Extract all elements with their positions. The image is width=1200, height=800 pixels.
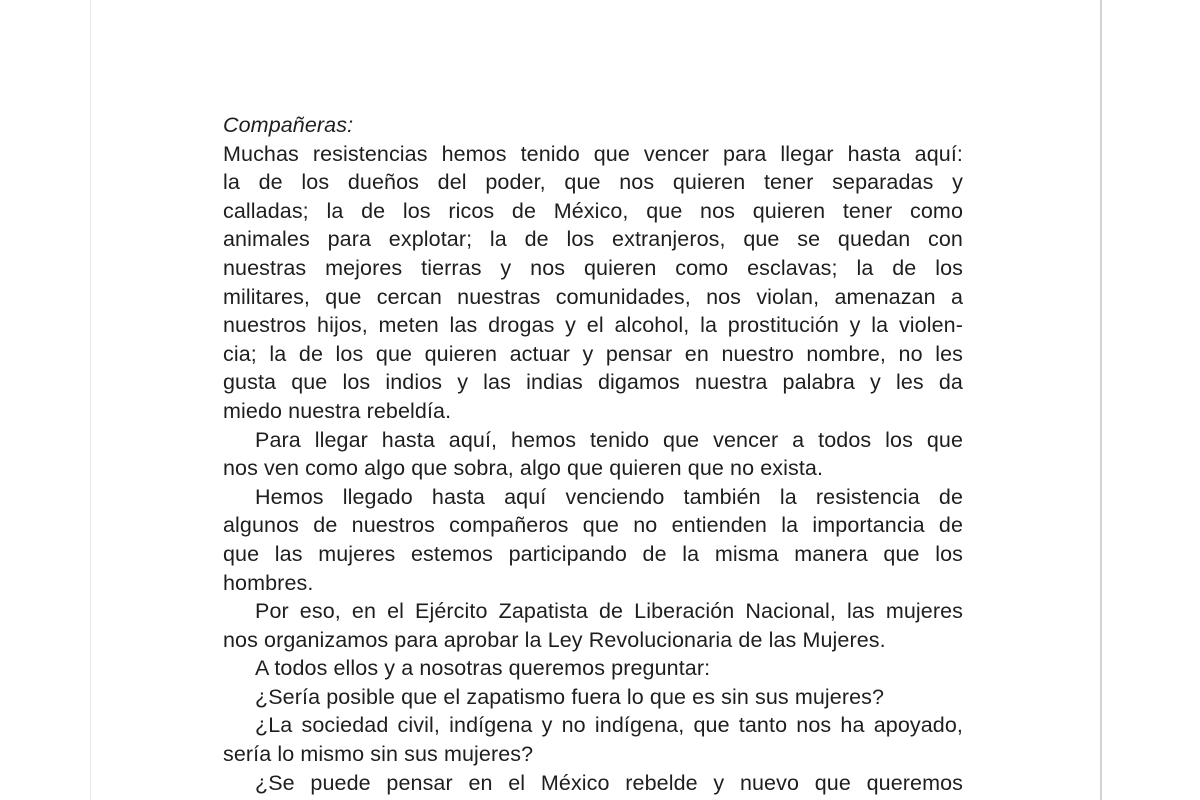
- text-line: nuestros hijos, meten las drogas y el alcohol, la prostitución y la violen-: [223, 313, 963, 338]
- text-line: Por eso, en el Ejército Zapatista de Liberación Nacional, las mujeres: [255, 599, 963, 624]
- text-line: sería lo mismo sin sus mujeres?: [223, 742, 534, 767]
- text-line: Para llegar hasta aquí, hemos tenido que vencer a todos los que: [255, 427, 963, 452]
- text-line: que las mujeres estemos participando de la misma manera que los: [223, 541, 963, 566]
- text-line: Hemos llegado hasta aquí venciendo también la resistencia de: [255, 484, 963, 509]
- text-line: animales para explotar; la de los extranjeros, que se quedan con: [223, 227, 963, 252]
- page-edge-right: [1100, 0, 1102, 800]
- text-line: miedo nuestra rebeldía.: [223, 398, 452, 423]
- salutation: Compañeras:: [223, 113, 354, 137]
- text-line: nos organizamos para aprobar la Ley Revolucionaria de las Mujeres.: [223, 627, 886, 652]
- page-edge-left: [90, 0, 91, 800]
- text-line: militares, que cercan nuestras comunidades, nos violan, amenazan a: [223, 284, 963, 309]
- text-line: la de los dueños del poder, que nos quieren tener separadas y: [223, 170, 963, 195]
- text-line: nuestras mejores tierras y nos quieren como esclavas; la de los: [223, 255, 963, 280]
- text-line: hombres.: [223, 570, 314, 595]
- text-line: ¿La sociedad civil, indígena y no indígena, que tanto nos ha apoyado,: [255, 713, 963, 738]
- text-line: cia; la de los que quieren actuar y pensar en nuestro nombre, no les: [223, 341, 963, 366]
- text-line: A todos ellos y a nosotras queremos preguntar:: [255, 656, 711, 681]
- text-line: algunos de nuestros compañeros que no entienden la importancia de: [223, 513, 963, 538]
- text-line: ¿Se puede pensar en el México rebelde y nuevo que queremos: [255, 770, 963, 795]
- text-line: gusta que los indios y las indias digamos nuestra palabra y les da: [223, 370, 963, 395]
- text-line: calladas; la de los ricos de México, que nos quieren tener como: [223, 198, 963, 223]
- text-line: Muchas resistencias hemos tenido que vencer para llegar hasta aquí:: [223, 141, 963, 166]
- text-line: ¿Sería posible que el zapatismo fuera lo que es sin sus mujeres?: [255, 684, 885, 709]
- text-line: nos ven como algo que sobra, algo que quieren que no exista.: [223, 456, 824, 481]
- document-body: [223, 111, 963, 797]
